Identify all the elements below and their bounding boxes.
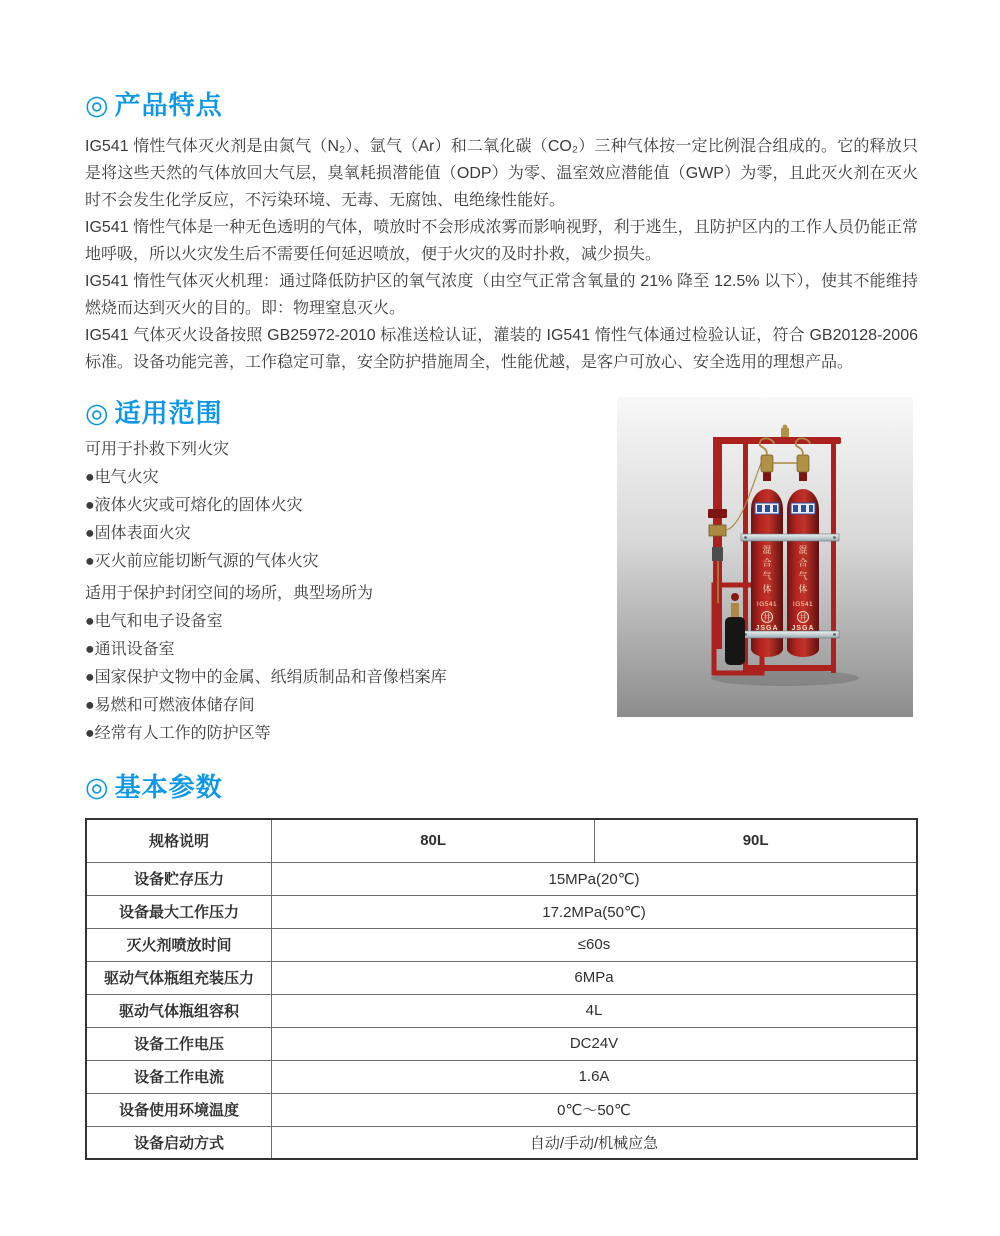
header-90l: 90L: [595, 819, 917, 862]
features-paragraphs: [85, 133, 918, 376]
paragraph: IG541 惰性气体灭火机理：通过降低防护区的氧气浓度（由空气正常含氧量的 21% 降至 12.5% 以下），使其不能维持燃烧而达到灭火的目的。即：物理窒息灭火。: [85, 273, 918, 317]
row-label: 设备最大工作压力: [86, 895, 272, 928]
cylinder-label-text: 混合气体: [761, 545, 772, 597]
list-item: ●国家保护文物中的金属、纸绢质制品和音像档案库: [85, 669, 447, 686]
scope-list: [85, 436, 605, 748]
table-row: [86, 928, 917, 961]
row-label: 灭火剂喷放时间: [86, 928, 272, 961]
scope-group-fires: [85, 436, 605, 576]
row-value: 1.6A: [272, 1060, 917, 1093]
paragraph: IG541 惰性气体灭火剂是由氮气（N₂）、氩气（Ar）和二氧化碳（CO₂）三种气体按一定比例混合组成的。它的释放只是将这些天然的气体放回大气层，臭氧耗损潜能值（ODP）为零、温室效应潜能值（GWP）为零，且此灭火剂在灭火时不会发生化学反应，不污染环境、无毒、无腐蚀、电绝缘性能好。: [85, 138, 918, 209]
row-value: 15MPa(20℃): [272, 862, 917, 895]
row-label: 驱动气体瓶组充装压力: [86, 961, 272, 994]
list-item: ●灭火前应能切断气源的气体火灾: [85, 553, 319, 570]
scope-intro: 适用于保护封闭空间的场所，典型场所为: [85, 585, 374, 602]
cylinder-model-text: IG541: [792, 601, 814, 608]
cylinder-label-text: 混合气体: [797, 545, 808, 597]
params-table: [85, 818, 918, 1160]
scope-intro: 可用于扑救下列火灾: [85, 441, 230, 458]
row-value: 4L: [272, 994, 917, 1027]
list-item: ●经常有人工作的防护区等: [85, 725, 271, 742]
section-title-text: 基本参数: [114, 772, 223, 802]
row-label: 设备工作电压: [86, 1027, 272, 1060]
table-header-row: [86, 819, 917, 862]
list-item: ●通讯设备室: [85, 641, 175, 658]
table-row: [86, 1060, 917, 1093]
brand-logo-icon: 井: [799, 613, 807, 622]
list-item: ●电气和电子设备室: [85, 613, 223, 630]
equipment-illustration: [617, 397, 913, 717]
row-value: DC24V: [272, 1027, 917, 1060]
header-spec: 规格说明: [86, 819, 272, 862]
section-title-features: [85, 90, 918, 120]
row-value: 自动/手动/机械应急: [272, 1126, 917, 1159]
header-80l: 80L: [272, 819, 595, 862]
table-row: [86, 994, 917, 1027]
list-item: ●液体火灾或可熔化的固体火灾: [85, 497, 303, 514]
bullseye-icon: ◎: [85, 398, 110, 428]
row-value: ≤60s: [272, 928, 917, 961]
section-title-text: 产品特点: [114, 90, 223, 120]
table-row: [86, 862, 917, 895]
section-title-text: 适用范围: [114, 398, 223, 428]
table-row: [86, 1093, 917, 1126]
row-label: 设备工作电流: [86, 1060, 272, 1093]
row-value: 0℃～50℃: [272, 1093, 917, 1126]
row-label: 驱动气体瓶组容积: [86, 994, 272, 1027]
product-photo: [617, 397, 913, 717]
table-row: [86, 961, 917, 994]
brand-logo-icon: 井: [763, 613, 771, 622]
brand-text: JSGA: [755, 625, 779, 632]
table-row: [86, 895, 917, 928]
row-label: 设备启动方式: [86, 1126, 272, 1159]
section-title-params: [85, 772, 918, 802]
bullseye-icon: ◎: [85, 90, 110, 120]
row-value: 6MPa: [272, 961, 917, 994]
brand-text: JSGA: [791, 625, 815, 632]
paragraph: IG541 气体灭火设备按照 GB25972-2010 标准送检认证，灌装的 IG541 惰性气体通过检验认证，符合 GB20128-2006 标准。设备功能完善，工作稳定可靠，安全防护措施周全，性能优越，是客户可放心、安全选用的理想产品。: [85, 327, 918, 371]
cylinder-model-text: IG541: [756, 601, 778, 608]
bullseye-icon: ◎: [85, 772, 110, 802]
list-item: ●电气火灾: [85, 469, 159, 486]
paragraph: IG541 惰性气体是一种无色透明的气体，喷放时不会形成浓雾而影响视野，利于逃生，且防护区内的工作人员仍能正常地呼吸，所以火灾发生后不需要任何延迟喷放，便于火灾的及时扑救，减少损失。: [85, 219, 918, 263]
table-row: [86, 1126, 917, 1159]
row-label: 设备贮存压力: [86, 862, 272, 895]
list-item: ●易燃和可燃液体储存间: [85, 697, 255, 714]
row-label: 设备使用环境温度: [86, 1093, 272, 1126]
row-value: 17.2MPa(50℃): [272, 895, 917, 928]
scope-group-places: [85, 580, 605, 748]
table-row: [86, 1027, 917, 1060]
list-item: ●固体表面火灾: [85, 525, 191, 542]
